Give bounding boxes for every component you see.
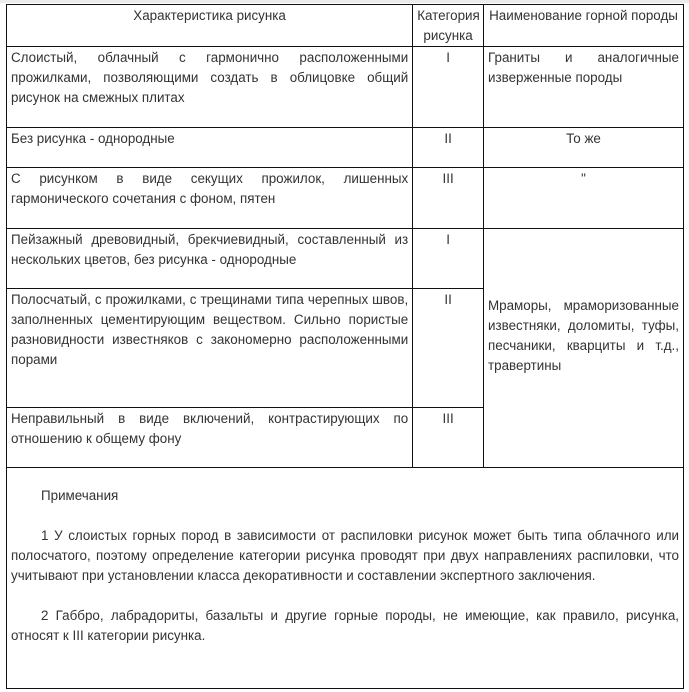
cell-characteristic: Без рисунка - однородные bbox=[7, 128, 413, 168]
table-row bbox=[7, 168, 684, 229]
notes-row bbox=[7, 468, 684, 689]
note-1: 1 У слоистых горных пород в зависимости от распиловки рисунок может быть типа облачного или полосчатого, поэтому определение категории рисунка проводят при двух направлениях распиловки, что учитывают при установлении класса декоративности и составлении экспертного заключения. bbox=[11, 528, 679, 583]
header-category: Категория рисунка bbox=[413, 5, 484, 47]
table-row bbox=[7, 229, 684, 289]
cell-rock-name: То же bbox=[484, 128, 684, 168]
header-row bbox=[7, 5, 684, 47]
cell-rock-name: " bbox=[484, 168, 684, 229]
notes-title: Примечания bbox=[41, 488, 119, 503]
table-row bbox=[7, 128, 684, 168]
cell-category: II bbox=[413, 289, 484, 408]
cell-category: I bbox=[413, 47, 484, 128]
cell-rock-name-merged: Мраморы, мраморизованные известняки, доломиты, туфы, песчаники, кварциты и т.д., травертины bbox=[484, 229, 684, 468]
note-2: 2 Габбро, лабрадориты, базальты и другие горные породы, не имеющие, как правило, рисунка, относят к III категории рисунка. bbox=[11, 608, 679, 643]
top-band bbox=[0, 0, 689, 3]
rock-pattern-table bbox=[6, 4, 684, 689]
cell-characteristic: Неправильный в виде включений, контрастирующих по отношению к общему фону bbox=[7, 408, 413, 468]
cell-characteristic: Слоистый, облачный с гармонично расположенными прожилками, позволяющими создать в облицовке общий рисунок на смежных плитах bbox=[7, 47, 413, 128]
cell-characteristic: Пейзажный древовидный, брекчиевидный, составленный из нескольких цветов, без рисунка - однородные bbox=[7, 229, 413, 289]
cell-characteristic: С рисунком в виде секущих прожилок, лишенных гармонического сочетания с фоном, пятен bbox=[7, 168, 413, 229]
cell-rock-name: Граниты и аналогичные изверженные породы bbox=[484, 47, 684, 128]
cell-category: III bbox=[413, 168, 484, 229]
cell-category: I bbox=[413, 229, 484, 289]
table-row bbox=[7, 47, 684, 128]
header-rock-name: Наименование горной породы bbox=[484, 5, 684, 47]
notes-cell bbox=[7, 468, 684, 689]
cell-category: III bbox=[413, 408, 484, 468]
header-characteristic: Характеристика рисунка bbox=[7, 5, 413, 47]
cell-category: II bbox=[413, 128, 484, 168]
cell-characteristic: Полосчатый, с прожилками, с трещинами типа черепных швов, заполненных цементирующим веществом. Сильно пористые разновидности известняков с закономерно расположенными порами bbox=[7, 289, 413, 408]
